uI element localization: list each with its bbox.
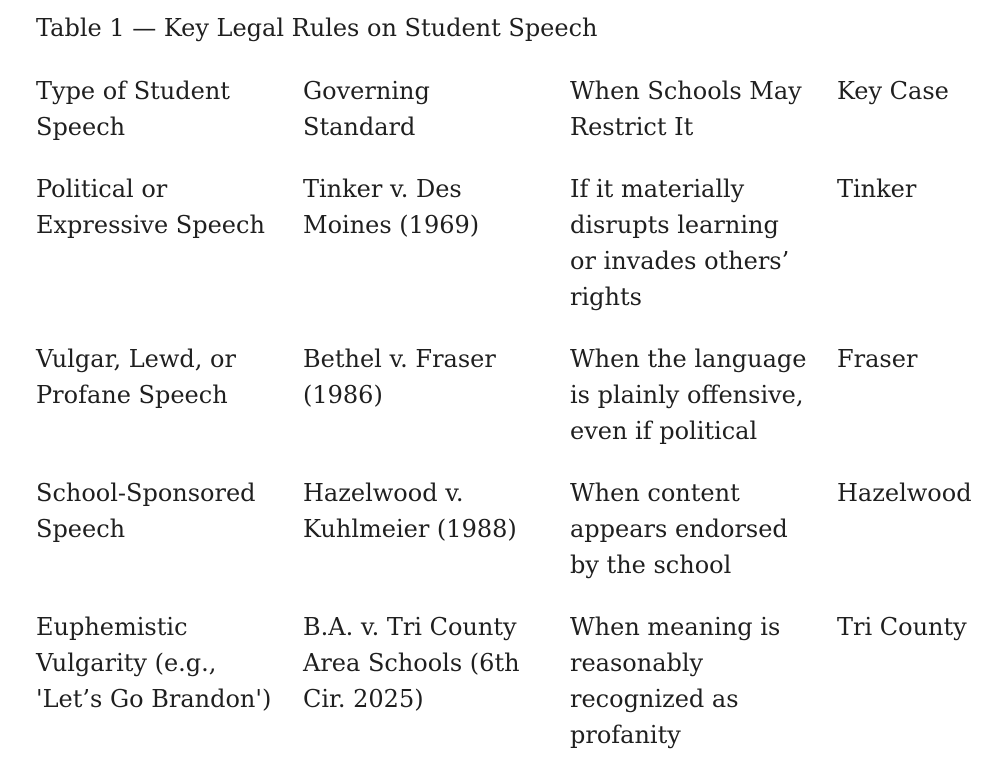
- cell-restrict: When content appears endorsed by the school: [570, 479, 788, 579]
- cell-case: Fraser: [837, 345, 918, 373]
- cell-standard: Hazelwood v. Kuhlmeier (1988): [303, 479, 517, 543]
- cell-standard: Bethel v. Fraser (1986): [303, 345, 496, 409]
- table-row: [36, 171, 986, 341]
- cell-case: Tinker: [837, 175, 917, 203]
- cell-case: Hazelwood: [837, 479, 972, 507]
- cell-type: Vulgar, Lewd, or Profane Speech: [36, 345, 236, 409]
- cell-restrict: When meaning is reasonably recognized as profanity: [570, 613, 781, 749]
- header-key-case: Key Case: [837, 77, 949, 105]
- table-row: [36, 609, 986, 753]
- cell-type: School-Sponsored Speech: [36, 479, 256, 543]
- table-row: [36, 475, 986, 609]
- cell-standard: B.A. v. Tri County Area Schools (6th Cir. 2025): [303, 613, 520, 713]
- cell-type: Political or Expressive Speech: [36, 175, 265, 239]
- table-row: [36, 341, 986, 475]
- header-when-restrict: When Schools May Restrict It: [570, 77, 802, 141]
- header-type-of-speech: Type of Student Speech: [36, 77, 230, 141]
- cell-standard: Tinker v. Des Moines (1969): [303, 175, 480, 239]
- cell-case: Tri County: [837, 613, 967, 641]
- header-governing-standard: Governing Standard: [303, 77, 430, 141]
- cell-restrict: If it materially disrupts learning or invades others’ rights: [570, 175, 790, 311]
- legal-rules-table: [36, 73, 986, 753]
- cell-restrict: When the language is plainly offensive, even if political: [570, 345, 807, 445]
- table-header-row: [36, 73, 986, 171]
- table-caption: Table 1 — Key Legal Rules on Student Speech: [36, 14, 598, 42]
- cell-type: Euphemistic Vulgarity (e.g., 'Let’s Go Brandon'): [36, 613, 272, 713]
